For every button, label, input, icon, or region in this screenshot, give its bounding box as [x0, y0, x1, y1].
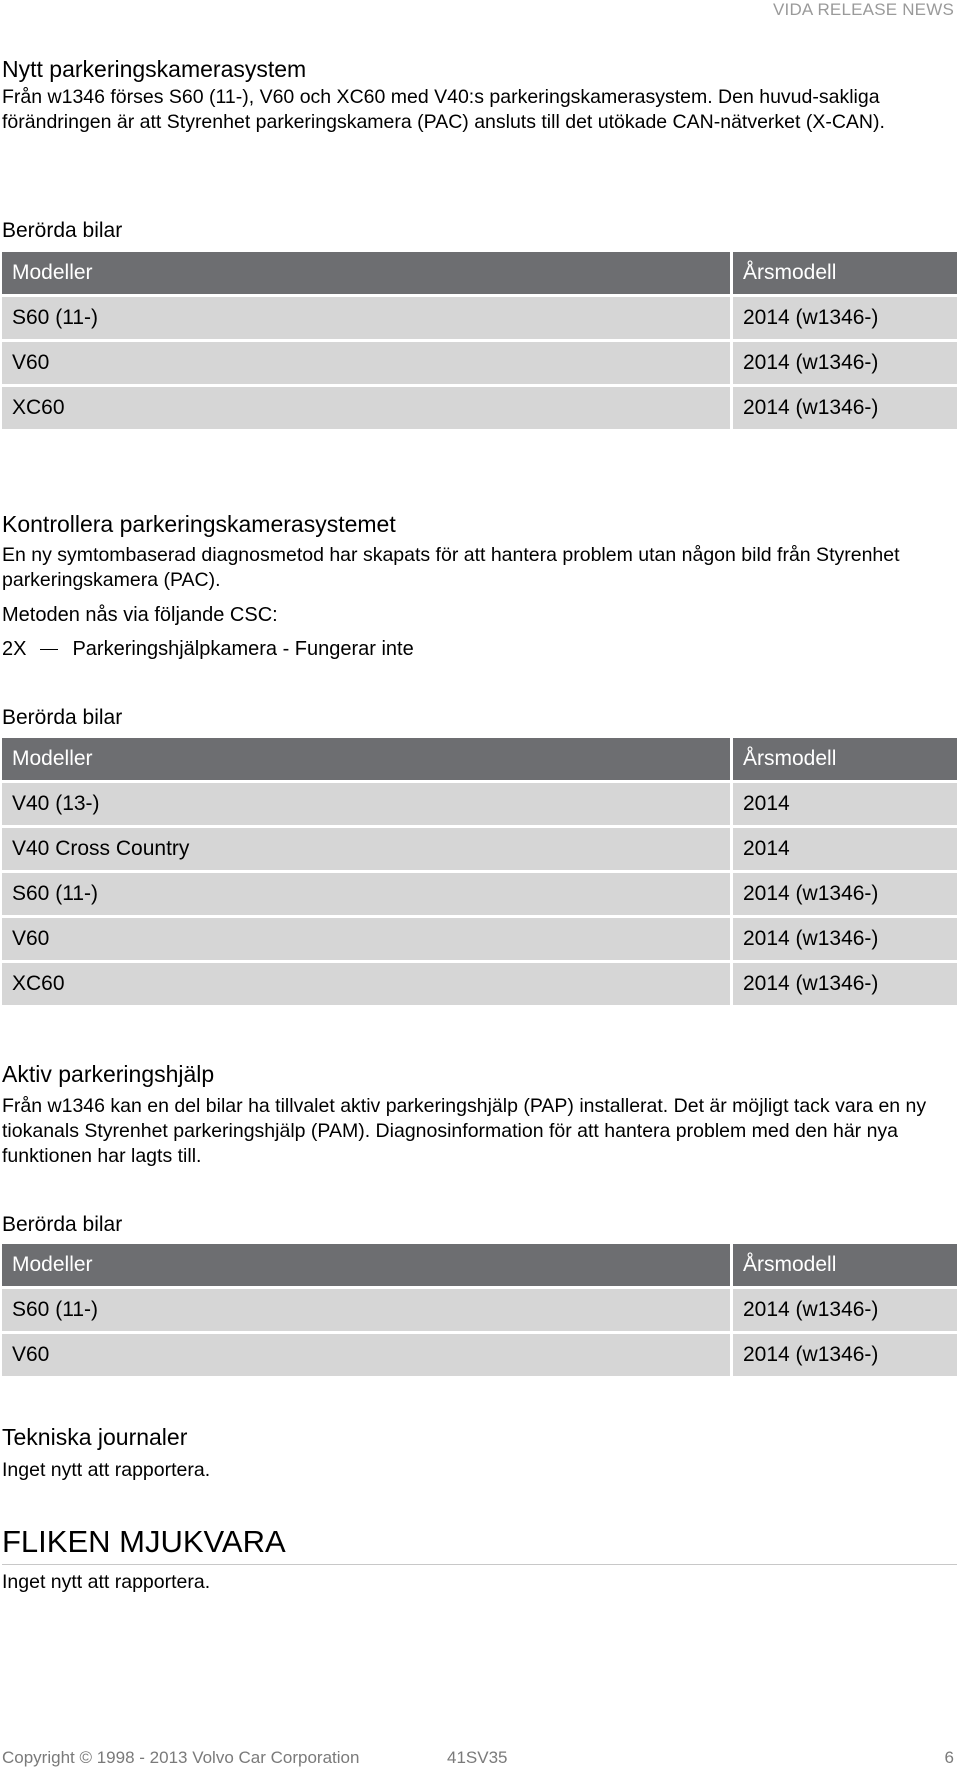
section-body-technical-journals: Inget nytt att rapportera.	[2, 1459, 211, 1481]
column-header-model-year: Årsmodell	[733, 252, 957, 294]
model-cell: XC60	[2, 963, 733, 1005]
model-year-cell: 2014	[733, 783, 957, 825]
column-header-models: Modeller	[2, 1244, 733, 1286]
model-year-cell: 2014 (w1346-)	[733, 963, 957, 1005]
model-cell: V60	[2, 1334, 733, 1376]
table-header-row	[2, 738, 957, 780]
table-row	[2, 873, 957, 915]
table-header-row	[2, 1244, 957, 1286]
table-row	[2, 342, 957, 384]
table-row	[2, 963, 957, 1005]
model-cell: V40 Cross Country	[2, 828, 733, 870]
section-title-software-tab: FLIKEN MJUKVARA	[2, 1524, 286, 1559]
csc-entry	[2, 638, 414, 661]
section-body-check-camera-system: En ny symtombaserad diagnosmetod har skapats för att hantera problem utan någon bild från Styrenhet parkeringskamera (PAC).	[2, 544, 900, 591]
affected-cars-table-2	[2, 735, 957, 1008]
model-cell: S60 (11-)	[2, 873, 733, 915]
table-row	[2, 1289, 957, 1331]
model-year-cell: 2014 (w1346-)	[733, 1334, 957, 1376]
model-cell: S60 (11-)	[2, 1289, 733, 1331]
table-row	[2, 918, 957, 960]
section-title-technical-journals: Tekniska journaler	[2, 1424, 188, 1450]
column-header-model-year: Årsmodell	[733, 738, 957, 780]
csc-description: Parkeringshjälpkamera - Fungerar inte	[72, 638, 414, 660]
table-header-row	[2, 252, 957, 294]
model-cell: V40 (13-)	[2, 783, 733, 825]
footer-page-number: 6	[944, 1748, 954, 1767]
section-body-active-park-assist: Från w1346 kan en del bilar ha tillvalet aktiv parkeringshjälp (PAP) installerat. Det är möjligt tack vara en ny tiokanals Styrenhet parkeringshjälp (PAM). Diagnosinformation för att hantera problem med den här nya funktionen har lagts till.	[2, 1095, 927, 1167]
section-body-parking-camera: Från w1346 förses S60 (11-), V60 och XC60 med V40:s parkeringskamerasystem. Den huvud-sakliga förändringen är att Styrenhet parkeringskamera (PAC) ansluts till det utökade CAN-nätverket (X-CAN).	[2, 86, 885, 133]
column-header-model-year: Årsmodell	[733, 1244, 957, 1286]
section-title-active-park-assist: Aktiv parkeringshjälp	[2, 1061, 215, 1087]
footer-copyright: Copyright © 1998 - 2013 Volvo Car Corporation	[2, 1748, 360, 1767]
model-cell: S60 (11-)	[2, 297, 733, 339]
table-row	[2, 1334, 957, 1376]
section-title-check-camera-system: Kontrollera parkeringskamerasystemet	[2, 511, 396, 537]
table-row	[2, 387, 957, 429]
section-body-software-tab: Inget nytt att rapportera.	[2, 1571, 211, 1593]
model-year-cell: 2014 (w1346-)	[733, 387, 957, 429]
column-header-models: Modeller	[2, 252, 733, 294]
title-divider	[2, 1564, 957, 1565]
affected-cars-label-3: Berörda bilar	[2, 1213, 123, 1236]
table-row	[2, 783, 957, 825]
model-year-cell: 2014	[733, 828, 957, 870]
affected-cars-label-1: Berörda bilar	[2, 219, 123, 242]
running-header: VIDA RELEASE NEWS	[772, 0, 954, 19]
model-year-cell: 2014 (w1346-)	[733, 873, 957, 915]
model-cell: V60	[2, 342, 733, 384]
model-year-cell: 2014 (w1346-)	[733, 918, 957, 960]
model-year-cell: 2014 (w1346-)	[733, 342, 957, 384]
section-title-parking-camera: Nytt parkeringskamerasystem	[2, 56, 307, 82]
csc-intro: Metoden nås via följande CSC:	[2, 604, 278, 626]
model-cell: V60	[2, 918, 733, 960]
affected-cars-table-3	[2, 1241, 957, 1379]
csc-code: 2X	[2, 638, 27, 660]
footer-document-id: 41SV35	[447, 1748, 508, 1767]
dash-separator	[40, 649, 58, 650]
affected-cars-table-1	[2, 249, 957, 432]
affected-cars-label-2: Berörda bilar	[2, 706, 123, 729]
model-year-cell: 2014 (w1346-)	[733, 1289, 957, 1331]
table-row	[2, 828, 957, 870]
model-cell: XC60	[2, 387, 733, 429]
column-header-models: Modeller	[2, 738, 733, 780]
table-row	[2, 297, 957, 339]
model-year-cell: 2014 (w1346-)	[733, 297, 957, 339]
